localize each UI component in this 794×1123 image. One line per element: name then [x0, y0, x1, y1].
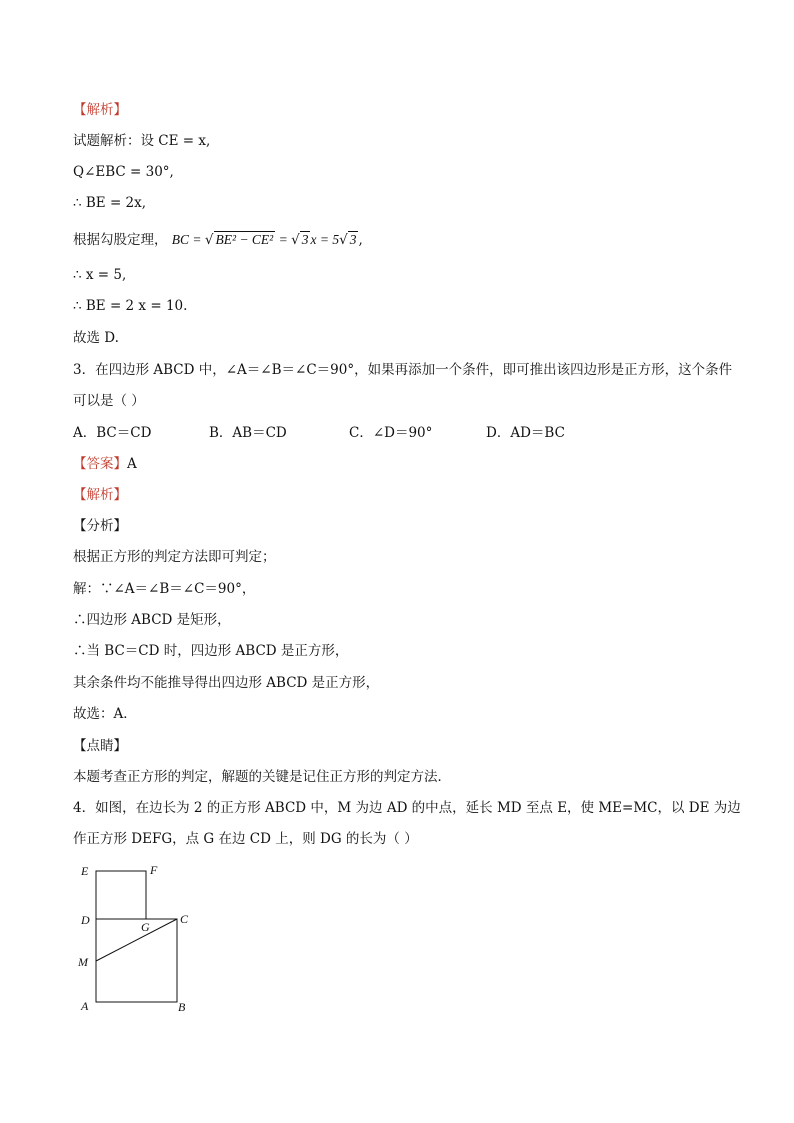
square-abcd [96, 919, 177, 1002]
q3-line-5: 其余条件均不能推导得出四边形 ABCD 是正方形， [73, 675, 380, 691]
q3-stem-line-1: 3．在四边形 ABCD 中，∠A＝∠B＝∠C＝90°，如果再添加一个条件，即可推出该四边形是正方形，这个条件 [73, 362, 733, 378]
q3-line-3: ∴四边形 ABCD 是矩形， [73, 612, 231, 628]
label-e: E [81, 864, 89, 878]
q3-option-d: D．AD＝BC [486, 425, 565, 441]
solution-line-2: Q∠EBC = 30°, [73, 164, 174, 180]
answer-label: 【答案】 [73, 456, 127, 472]
label-m: M [78, 955, 88, 969]
q3-dianjing-heading: 【点睛】 [73, 738, 127, 754]
q3-dianjing-text: 本题考查正方形的判定，解题的关键是记住正方形的判定方法． [73, 769, 451, 785]
q3-stem-line-2: 可以是（ ） [73, 393, 145, 409]
solution-line-1: 试题解析：设 CE = x, [73, 133, 211, 149]
formula-sqrt3-a: 3 [301, 232, 309, 247]
q3-answer [73, 454, 137, 474]
q4-figure [70, 855, 210, 1025]
solution-line-4: 根据勾股定理， BC = √ BE² − CE² = √ 3 x = 5√ 3 , [73, 232, 363, 248]
label-g: G [141, 920, 150, 934]
q3-analysis-heading [73, 485, 127, 505]
analysis-heading-text: 【解析】 [73, 102, 127, 118]
formula-radicand: BE² − CE² [215, 232, 274, 247]
solution-line-6: ∴ BE = 2 x = 10. [73, 298, 188, 314]
solution-line-5: ∴ x = 5, [73, 267, 127, 283]
q3-fenxi-heading: 【分析】 [73, 518, 127, 534]
label-f: F [150, 863, 158, 877]
q3-option-c: C．∠D＝90° [349, 425, 433, 441]
label-b: B [178, 1000, 186, 1014]
formula-sqrt3-b: 3 [349, 232, 357, 247]
label-c: C [180, 912, 189, 926]
q4-stem-line-2: 作正方形 DEFG，点 G 在边 CD 上，则 DG 的长为（ ） [73, 831, 418, 847]
solution-line-7: 故选 D. [73, 330, 119, 346]
formula-bc: BC = [171, 232, 205, 247]
q3-analysis-label: 【解析】 [73, 487, 127, 503]
formula-comma: , [358, 232, 363, 248]
segment-mc [96, 919, 177, 961]
pythagoras-prefix: 根据勾股定理， [73, 232, 168, 248]
q4-stem-line-1: 4．如图，在边长为 2 的正方形 ABCD 中，M 为边 AD 的中点，延长 MD 至点 E，使 ME=MC，以 DE 为边 [73, 800, 741, 816]
label-d: D [81, 913, 90, 927]
solution-line-3: ∴ BE = 2x, [73, 195, 147, 211]
analysis-heading [73, 100, 127, 120]
q3-line-2: 解：∵∠A＝∠B＝∠C＝90°， [73, 581, 256, 597]
answer-value: A [127, 456, 137, 472]
q3-option-a: A．BC＝CD [73, 425, 152, 441]
square-defg [96, 871, 146, 919]
label-a: A [81, 999, 89, 1013]
q3-line-6: 故选：A． [73, 706, 137, 722]
formula-x5: x = 5 [310, 232, 340, 247]
formula-eq: = [275, 232, 292, 247]
q3-line-4: ∴当 BC＝CD 时，四边形 ABCD 是正方形， [73, 643, 349, 659]
q3-line-1: 根据正方形的判定方法即可判定； [73, 549, 276, 565]
q3-option-b: B．AB＝CD [209, 425, 287, 441]
